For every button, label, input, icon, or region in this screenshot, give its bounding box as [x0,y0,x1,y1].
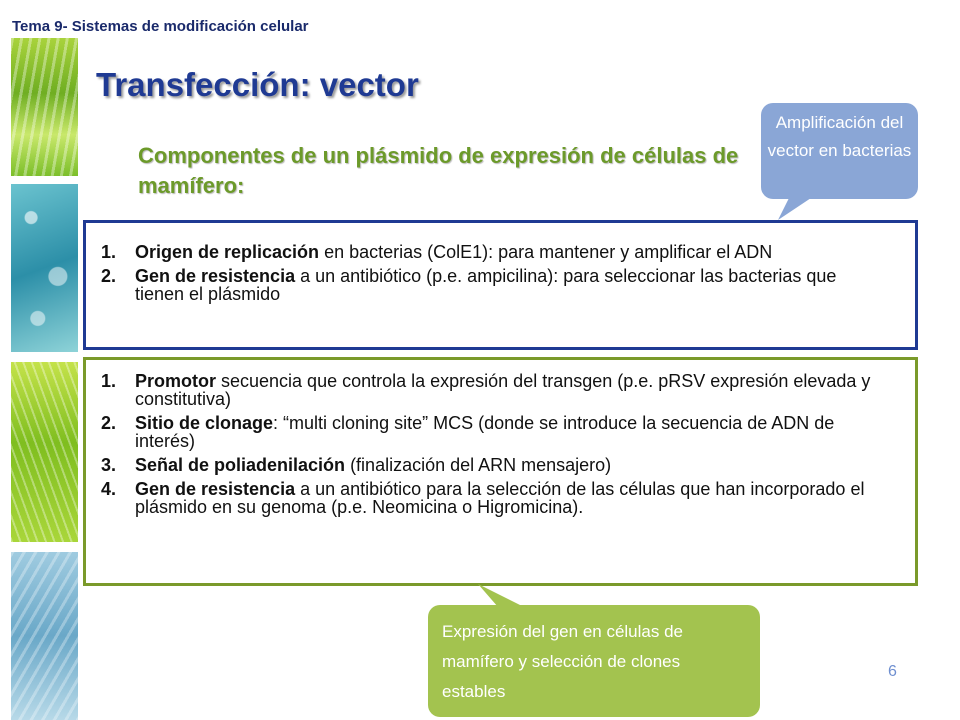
item-term: Gen de resistencia [135,266,296,286]
callout-mammal [428,605,760,717]
item-number: 2. [101,266,117,286]
list-item [101,456,895,474]
page-number: 6 [888,663,897,680]
item-number: 1. [101,242,117,262]
list-item [101,243,885,261]
list-item [101,372,895,408]
item-description: en bacterias (ColE1): para mantener y amplificar el ADN [319,242,773,262]
slide-subtitle: Componentes de un plásmido de expresión de células de mamífero: [138,143,739,198]
item-number: 4. [101,479,117,499]
slide-title: Transfección: vector [96,66,419,103]
item-term: Origen de replicación [135,242,320,262]
decorative-image-strip [11,38,78,176]
mammalian-components-box [83,357,918,586]
item-description: a un antibiótico para la selección de las células que han incorporado el plásmido en su genoma (p.e. Neomicina o Higromicina). [135,479,865,517]
list-item [101,267,885,303]
decorative-image-strip [11,362,78,542]
item-description: (finalización del ARN mensajero) [345,455,612,475]
bacterial-components-box [83,220,918,350]
item-number: 1. [101,371,117,391]
callout-bacteria-pointer [770,196,820,222]
callout-mammal-text: Expresión del gen en células de mamífero y selección de clones estables [442,622,683,701]
item-description: secuencia que controla la expresión del transgen (p.e. pRSV expresión elevada y constitutiva) [135,371,871,409]
item-number: 2. [101,413,117,433]
item-term: Gen de resistencia [135,479,296,499]
slide-topic: Tema 9- Sistemas de modificación celular [12,18,309,35]
callout-bacteria-text: Amplificación del vector en bacterias [767,113,912,160]
list-item [101,414,895,450]
mammalian-components-list [86,360,915,516]
item-description: a un antibiótico (p.e. ampicilina): para seleccionar las bacterias que tienen el plásmido [135,266,837,304]
bacterial-components-list [86,223,915,303]
item-description: : “multi cloning site” MCS (donde se introduce la secuencia de ADN de interés) [135,413,835,451]
list-item [101,480,895,516]
item-term: Señal de poliadenilación [135,455,346,475]
decorative-image-strip [11,552,78,720]
item-term: Sitio de clonage [135,413,274,433]
callout-bacteria [761,103,918,199]
item-term: Promotor [135,371,216,391]
item-number: 3. [101,455,117,475]
decorative-image-strip [11,184,78,352]
